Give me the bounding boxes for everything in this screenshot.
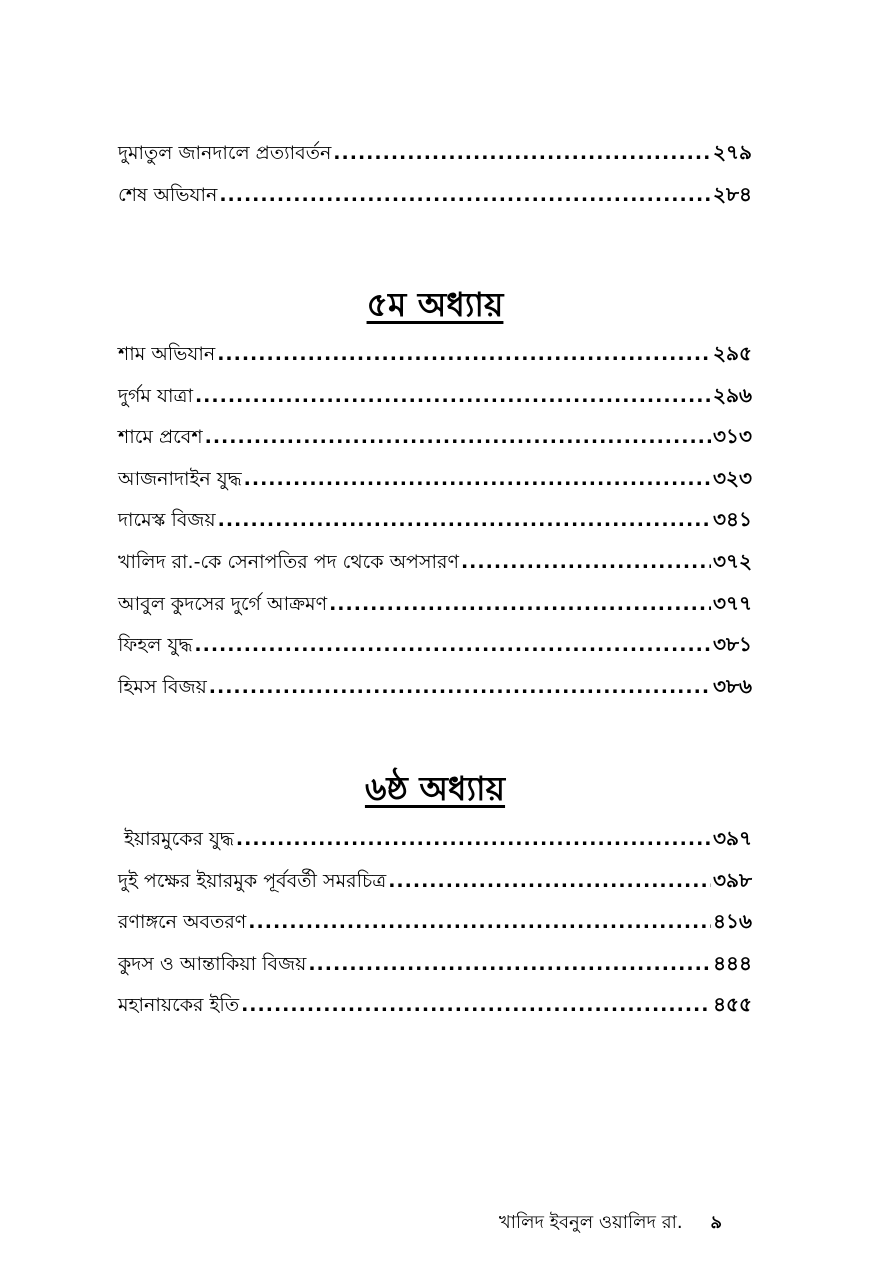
toc-entry [118,590,752,635]
toc-leader-dots [248,913,711,932]
toc-entry-title: দুই পক্ষের ইয়ারমুক পূর্ববর্তী সমরচিত্র [118,869,387,892]
toc-entry [118,181,752,226]
toc-entry [118,465,752,510]
toc-leader-dots [195,387,711,406]
toc-entry-title: শামে প্রবেশ [118,426,203,449]
toc-entry-title: দুমাতুল জানদালে প্রত্যাবর্তন [118,142,332,164]
toc-leader-dots [209,678,711,697]
toc-entry [118,634,752,676]
toc-entry [118,673,752,718]
toc-entry-title: শেষ অভিযান [118,183,218,206]
toc-entry-title: ফিহল যুদ্ধ [118,634,193,657]
toc-entry [118,950,752,995]
toc-entry-page: ২৯৬ [713,382,752,407]
chapter-6-heading-text: ৬ষ্ঠ অধ্যায় [364,769,506,808]
toc-leader-dots [241,996,711,1015]
toc-entry-page: ৩২৩ [712,465,752,490]
toc-leader-dots [236,830,711,849]
toc-entry [118,426,752,468]
toc-entry-page: ৪১৬ [713,909,752,934]
toc-entry [118,548,752,593]
chapter-5-heading-text: ৫ম অধ্যায় [366,285,504,324]
toc-entry-page: ৩৮১ [713,632,752,657]
toc-entry [118,994,752,1036]
toc-entry-page: ৪৫৫ [713,992,752,1017]
toc-entry-title: রণাঙ্গনে অবতরণ [118,911,247,934]
toc-leader-dots [461,553,711,572]
toc-entry-page: ২৭৯ [713,140,752,164]
toc-leader-dots [205,428,711,447]
toc-entry-title: আবুল কুদসের দুর্গে আক্রমণ [118,592,328,615]
toc-leader-dots [218,511,711,530]
toc-chapter-6-section [118,828,752,1036]
page-footer [499,1208,722,1239]
toc-entry-title: কুদস ও আন্তাকিয়া বিজয় [118,952,307,975]
toc-entry-title: হিমস বিজয় [118,675,207,698]
toc-entry-page: ৩৭২ [712,548,752,573]
chapter-5-heading [0,285,870,324]
toc-top-section [118,142,752,225]
toc-leader-dots [333,144,711,163]
toc-entry-page: ৩১৩ [713,424,752,449]
toc-entry-title: আজনাদাইন যুদ্ধ [118,467,242,490]
toc-leader-dots [217,345,711,364]
toc-entry-page: ৩৯৭ [713,826,752,850]
toc-leader-dots [329,595,711,614]
toc-entry-page: ৪৪৪ [713,950,752,975]
toc-leader-dots [194,636,711,655]
toc-entry-page: ২৯৫ [713,341,752,365]
toc-chapter-5-section [118,343,752,717]
toc-leader-dots [308,955,711,974]
toc-entry [118,867,752,912]
toc-entry-page: ৩৪১ [713,507,752,532]
toc-entry-page: ২৮৪ [713,181,752,206]
toc-entry [118,142,752,184]
toc-entry-title: ইয়ারমুকের যুদ্ধ [124,828,234,850]
toc-entry-title: শাম অভিযান [118,343,216,365]
toc-entry-page: ৩৯৮ [713,867,752,892]
toc-entry [118,828,752,870]
footer-book-title: খালিদ ইবনুল ওয়ালিদ রা. [498,1212,683,1233]
toc-entry-page: ৩৮৬ [713,673,752,698]
toc-entry-title: দুর্গম যাত্রা [118,384,193,407]
toc-entry [118,382,752,427]
footer-page-number: ৯ [710,1212,722,1233]
toc-entry [118,343,752,385]
toc-entry-page: ৩৭৭ [712,590,752,615]
toc-leader-dots [244,470,711,489]
toc-entry [118,509,752,551]
chapter-6-heading [0,769,870,808]
toc-entry [118,911,752,953]
toc-leader-dots [388,872,711,891]
toc-entry-title: মহানায়কের ইতি [118,994,240,1017]
toc-entry-title: খালিদ রা.-কে সেনাপতির পদ থেকে অপসারণ [118,550,459,573]
toc-entry-title: দামেস্ক বিজয় [118,509,216,532]
toc-leader-dots [219,186,711,205]
